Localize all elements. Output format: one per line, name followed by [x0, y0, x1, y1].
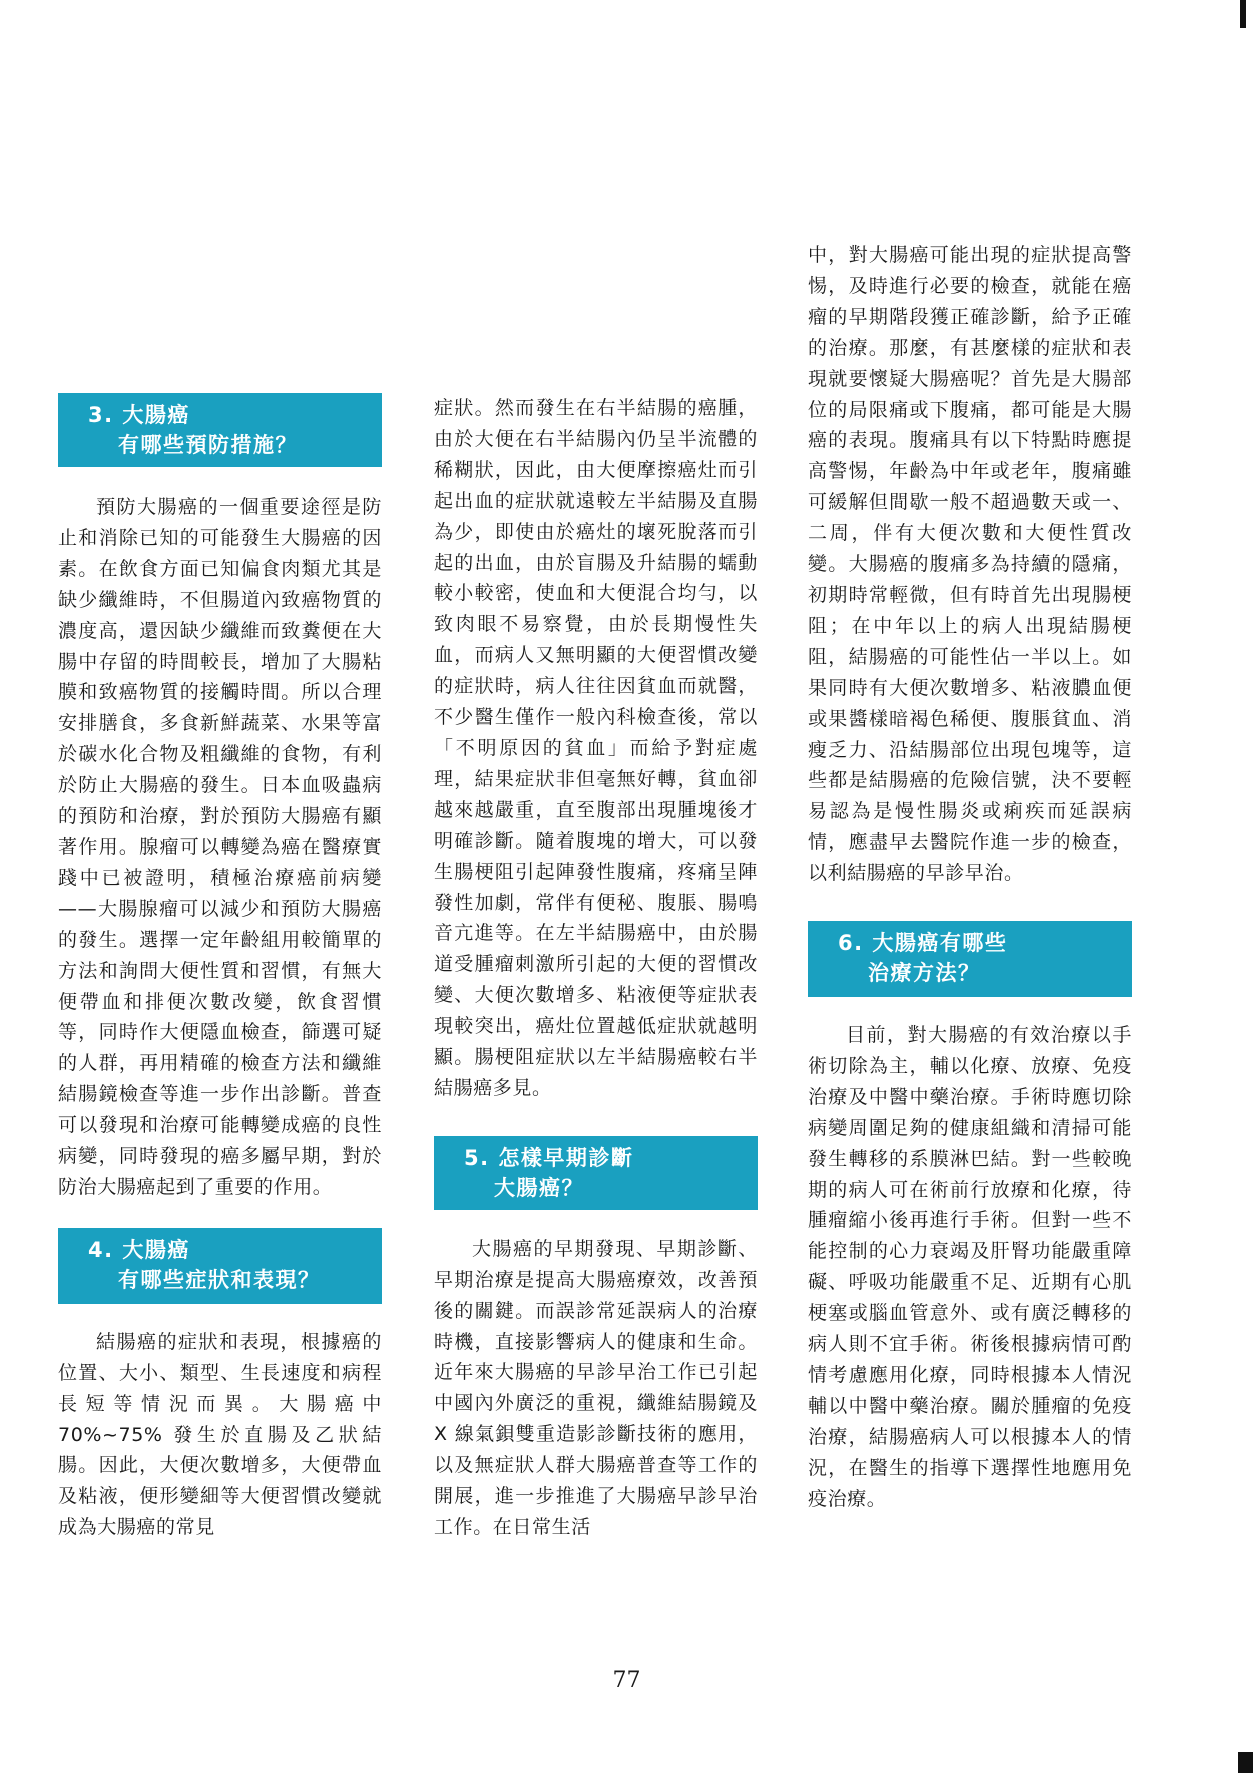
paragraph: 症狀。然而發生在右半結腸的癌腫，由於大便在右半結腸內仍呈半流體的稀糊狀，因此，由大便摩擦癌灶而引起出血的症狀就遠較左半結腸及直腸為少，即使由於癌灶的壞死脫落而引起的出血，由於盲腸及升結腸的蠕動較小較密，使血和大便混合均勻，以致肉眼不易察覺，由於長期慢性失血，而病人又無明顯的大便習慣改變的症狀時，病人往往因貧血而就醫，不少醫生僅作一般內科檢查後，常以「不明原因的貧血」而給予對症處理，結果症狀非但毫無好轉，貧血卻越來越嚴重，直至腹部出現腫塊後才明確診斷。隨着腹塊的增大，可以發生腸梗阻引起陣發性腹痛，疼痛呈陣發性加劇，常伴有便秘、腹脹、腸鳴音亢進等。在左半結腸癌中，由於腸道受腫瘤刺激所引起的大便的習慣改變、大便次數增多、粘液便等症狀表現較突出，癌灶位置越低症狀就越明顯。腸梗阻症狀以左半結腸癌較右半結腸癌多見。: [434, 397, 758, 1099]
heading-line: 有哪些預防措施？: [118, 433, 298, 457]
heading-line: 5. 怎樣早期診斷: [464, 1145, 634, 1170]
paragraph: 大腸癌的早期發現、早期診斷、早期治療是提高大腸癌療效，改善預後的關鍵。而誤診常延誤病人的治療時機，直接影響病人的健康和生命。近年來大腸癌的早診早治工作已引起中國內外廣泛的重視，纖維結腸鏡及 X 線氣鋇雙重造影診斷技術的應用，以及無症狀人群大腸癌普查等工作的開展，進一步推進了大腸癌早診早治工作。在日常生活: [434, 1237, 758, 1538]
heading-line: 6. 大腸癌有哪些: [838, 931, 1008, 956]
section-heading-3: [58, 393, 382, 467]
heading-line: 4. 大腸癌: [88, 1237, 190, 1262]
page-number: 77: [612, 1668, 641, 1693]
heading-line: 大腸癌？: [494, 1175, 584, 1200]
column-left: [58, 393, 382, 1543]
column-middle: [434, 393, 758, 1543]
paragraph: 中，對大腸癌可能出現的症狀提高警惕，及時進行必要的檢查，就能在癌瘤的早期階段獲正確診斷，給予正確的治療。那麼，有甚麼樣的症狀和表現就要懷疑大腸癌呢？首先是大腸部位的局限痛或下腹痛，都可能是大腸癌的表現。腹痛具有以下特點時應提高警惕，年齡為中年或老年，腹痛雖可緩解但間歇一般不超過數天或一、二周，伴有大便次數和大便性質改變。大腸癌的腹痛多為持續的隱痛，初期時常輕微，但有時首先出現腸梗阻；在中年以上的病人出現結腸梗阻，結腸癌的可能性佔一半以上。如果同時有大便次數增多、粘液膿血便或果醬樣暗褐色稀便、腹脹貧血、消瘦乏力、沿結腸部位出現包塊等，這些都是結腸癌的危險信號，決不要輕易認為是慢性腸炎或痢疾而延誤病情，應盡早去醫院作進一步的檢查，以利結腸癌的早診早治。: [808, 244, 1132, 885]
scan-edge-mark: [1238, 1752, 1253, 1773]
section-heading-5: [434, 1136, 758, 1210]
paragraph: 預防大腸癌的一個重要途徑是防止和消除已知的可能發生大腸癌的因素。在飲食方面已知偏食肉類尤其是缺少纖維時，不但腸道內致癌物質的濃度高，還因缺少纖維而致糞便在大腸中存留的時間較長，增加了大腸粘膜和致癌物質的接觸時間。所以合理安排膳食，多食新鮮蔬菜、水果等富於碳水化合物及粗纖維的食物，有利於防止大腸癌的發生。日本血吸蟲病的預防和治療，對於預防大腸癌有顯著作用。腺瘤可以轉變為癌在醫療實踐中已被證明，積極治療癌前病變——大腸腺瘤可以減少和預防大腸癌的發生。選擇一定年齡組用較簡單的方法和詢問大便性質和習慣，有無大便帶血和排便次數改變，飲食習慣等，同時作大便隱血檢查，篩選可疑的人群，再用精確的檢查方法和纖維結腸鏡檢查等進一步作出診斷。普查可以發現和治療可能轉變成癌的良性病變，同時發現的癌多屬早期，對於防治大腸癌起到了重要的作用。: [58, 496, 382, 1198]
column-right: [808, 240, 1132, 1515]
section-heading-6: [808, 921, 1132, 997]
paragraph: 目前，對大腸癌的有效治療以手術切除為主，輔以化療、放療、免疫治療及中醫中藥治療。手術時應切除病變周圍足夠的健康組織和清掃可能發生轉移的系膜淋巴結。對一些較晚期的病人可在術前行放療和化療，待腫瘤縮小後再進行手術。但對一些不能控制的心力衰竭及肝腎功能嚴重障礙、呼吸功能嚴重不足、近期有心肌梗塞或腦血管意外、或有廣泛轉移的病人則不宜手術。術後根據病情可酌情考慮應用化療，同時根據本人情況輔以中醫中藥治療。關於腫瘤的免疫治療，結腸癌病人可以根據本人的情況，在醫生的指導下選擇性地應用免疫治療。: [808, 1024, 1132, 1510]
heading-line: 3. 大腸癌: [88, 403, 190, 427]
scan-edge-mark: [1240, 0, 1246, 28]
heading-line: 治療方法？: [868, 961, 981, 986]
section-heading-4: [58, 1228, 382, 1304]
paragraph: 結腸癌的症狀和表現，根據癌的位置、大小、類型、生長速度和病程長短等情況而異。大腸癌中 70%~75% 發生於直腸及乙狀結腸。因此，大便次數增多，大便帶血及粘液，便形變細等大便習慣改變就成為大腸癌的常見: [58, 1330, 382, 1539]
heading-line: 有哪些症狀和表現？: [118, 1267, 321, 1292]
